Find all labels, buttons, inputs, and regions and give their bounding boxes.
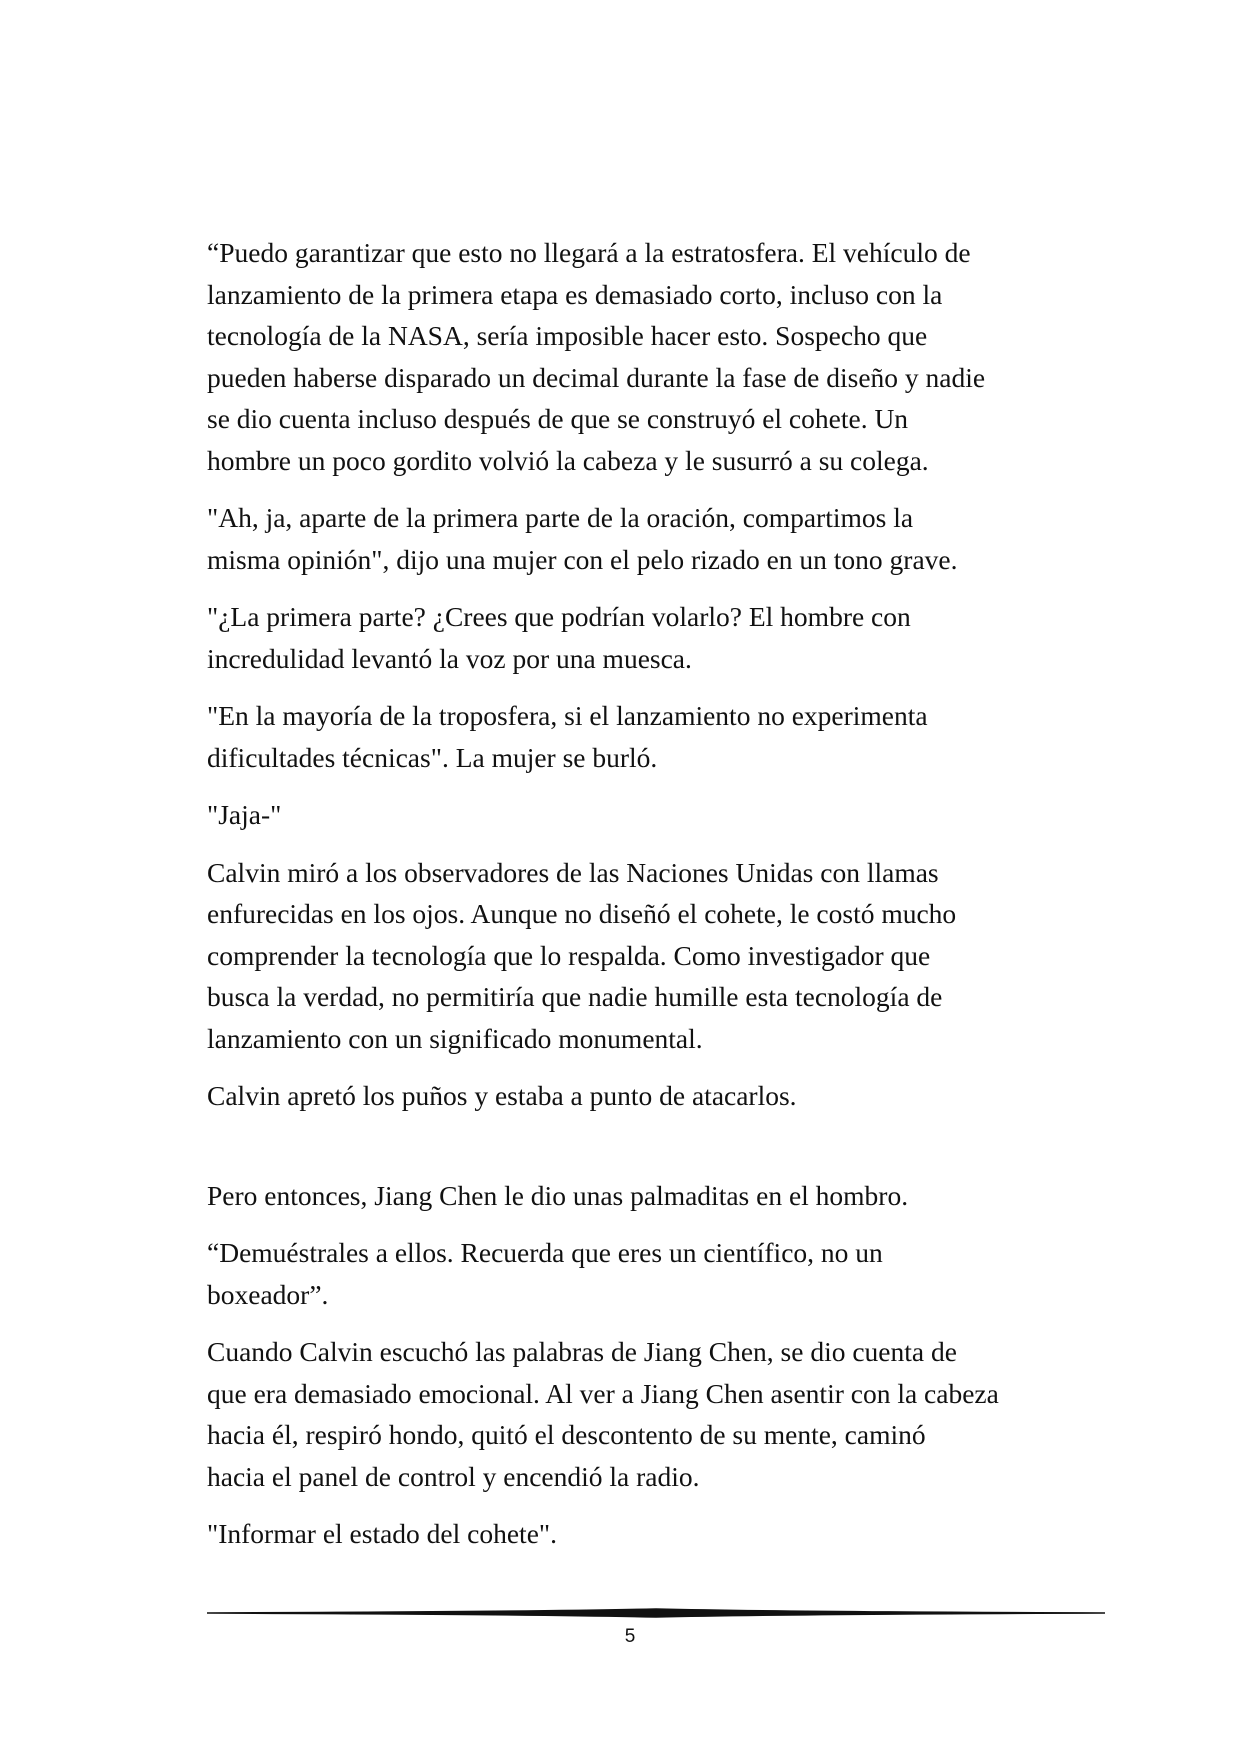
paragraph: Cuando Calvin escuchó las palabras de Jiang Chen, se dio cuenta de que era demasiado emocional. Al ver a Jiang Chen asentir con la cabeza hacia él, respiró hondo, quitó el descontento de su mente, caminó hacia el panel de control y encendió la radio. <box>207 1336 999 1492</box>
footer-divider <box>207 1606 1105 1620</box>
paragraph: “Puedo garantizar que esto no llegará a la estratosfera. El vehículo de lanzamiento de la primera etapa es demasiado corto, incluso con la tecnología de la NASA, sería imposible hacer esto. Sospecho que pueden haberse disparado un decimal durante la fase de diseño y nadie se dio cuenta incluso después de que se construyó el cohete. Un hombre un poco gordito volvió la cabeza y le susurró a su colega. <box>207 237 986 476</box>
paragraph: Pero entonces, Jiang Chen le dio unas palmaditas en el hombro. <box>207 1179 909 1211</box>
paragraph: Calvin apretó los puños y estaba a punto de atacarlos. <box>207 1080 797 1111</box>
paragraph: “Demuéstrales a ellos. Recuerda que eres un científico, no un boxeador”. <box>207 1237 883 1310</box>
paragraph: "Jaja-" <box>207 799 282 830</box>
paragraph: "En la mayoría de la troposfera, si el lanzamiento no experimenta dificultades técnicas". La mujer se burló. <box>207 700 928 773</box>
document-body <box>207 232 1097 1571</box>
paragraph: "Informar el estado del cohete". <box>207 1518 558 1549</box>
paragraph: "Ah, ja, aparte de la primera parte de la oración, compartimos la misma opinión", dijo una mujer con el pelo rizado en un tono grave. <box>207 502 958 575</box>
page-number: 5 <box>624 1626 636 1647</box>
paragraph: "¿La primera parte? ¿Crees que podrían volarlo? El hombre con incredulidad levantó la voz por una muesca. <box>207 601 911 674</box>
paragraph: Calvin miró a los observadores de las Naciones Unidas con llamas enfurecidas en los ojos. Aunque no diseñó el cohete, le costó mucho comprender la tecnología que lo respalda. Como investigador que busca la verdad, no permitiría que nadie humille esta tecnología de lanzamiento con un significado monumental. <box>207 856 957 1054</box>
